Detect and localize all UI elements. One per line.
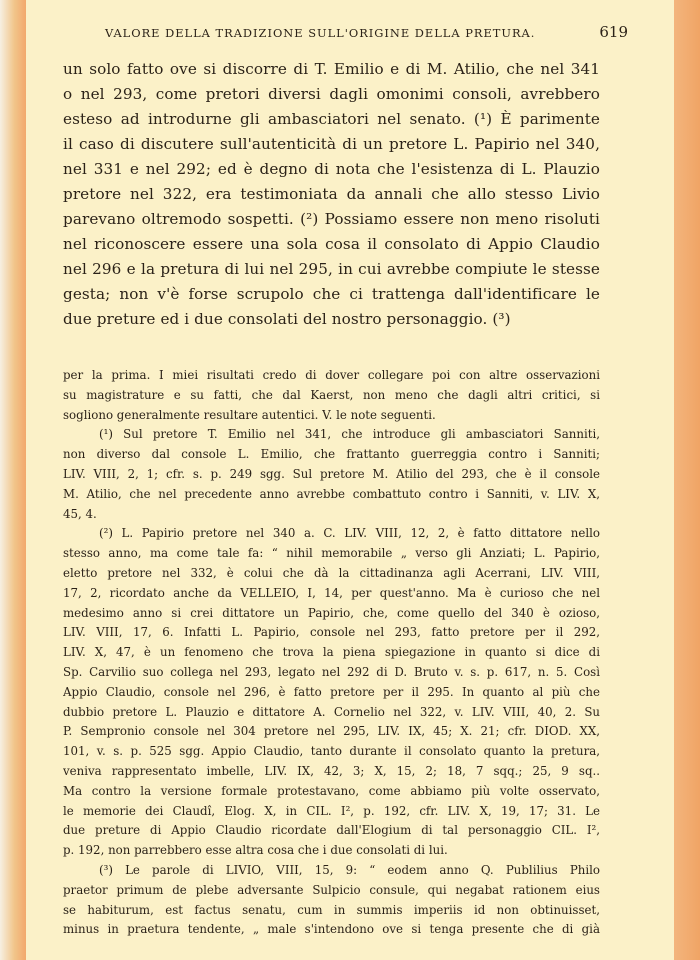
footnote-line: medesimo anno si crei dittatore un Papirio, che, come quello del 340 è ozioso, bbox=[63, 605, 600, 620]
body-line: esteso ad introdurne gli ambasciatori nel senato. (¹) È parimente bbox=[63, 110, 600, 128]
body-line: il caso di discutere sull'autenticità di un pretore L. Papirio nel 340, bbox=[63, 135, 600, 153]
body-line: nel 331 e nel 292; ed è degno di nota che l'esistenza di L. Plauzio bbox=[63, 160, 600, 178]
footnote-line: Sp. Carvilio suo collega nel 293, legato nel 292 di D. Bruto v. s. p. 617, n. 5. Così bbox=[63, 664, 600, 679]
body-line: gesta; non v'è forse scrupolo che ci trattenga dall'identificare le bbox=[63, 285, 600, 303]
footnote-line: praetor primum de plebe adversante Sulpicio consule, qui negabat rationem eius bbox=[63, 882, 600, 897]
footnote-line: se habiturum, est factus senatu, cum in summis imperiis id non obtinuisset, bbox=[63, 902, 600, 917]
footnote-line: su magistrature e su fatti, che dal Kaerst, non meno che dagli altri critici, si bbox=[63, 387, 600, 402]
footnote-line: dubbio pretore L. Plauzio e dittatore A. Cornelio nel 322, v. LIV. VIII, 40, 2. Su bbox=[63, 704, 600, 719]
page-left-edge bbox=[0, 0, 26, 960]
body-line: nel 296 e la pretura di lui nel 295, in cui avrebbe compiute le stesse bbox=[63, 260, 600, 278]
footnote-line: p. 192, non parrebbero esse altra cosa che i due consolati di lui. bbox=[63, 843, 448, 858]
footnote-line: M. Atilio, che nel precedente anno avrebbe combattuto contro i Sanniti, v. LIV. X, bbox=[63, 486, 600, 501]
body-line: parevano oltremodo sospetti. (²) Possiamo essere non meno risoluti bbox=[63, 210, 600, 228]
footnotes bbox=[63, 366, 600, 940]
body-line: pretore nel 322, era testimoniata da annali che allo stesso Livio bbox=[63, 185, 600, 203]
body-line: un solo fatto ove si discorre di T. Emilio e di M. Atilio, che nel 341 bbox=[63, 60, 600, 78]
footnote-line: LIV. VIII, 2, 1; cfr. s. p. 249 sgg. Sul pretore M. Atilio del 293, che è il console bbox=[63, 466, 600, 481]
main-text bbox=[63, 57, 600, 332]
footnote-line: LIV. VIII, 17, 6. Infatti L. Papirio, console nel 293, fatto pretore per il 292, bbox=[63, 625, 600, 640]
body-line: due preture ed i due consolati del nostro personaggio. (³) bbox=[63, 310, 511, 328]
footnote-line: (¹) Sul pretore T. Emilio nel 341, che introduce gli ambasciatori Sanniti, bbox=[99, 427, 600, 442]
footnote-line: Ma contro la versione formale protestavano, come abbiamo più volte osservato, bbox=[63, 783, 600, 798]
footnote-line: 101, v. s. p. 525 sgg. Appio Claudio, tanto durante il consolato quanto la pretura, bbox=[63, 744, 600, 759]
running-header bbox=[60, 18, 628, 48]
footnote-line: P. Sempronio console nel 304 pretore nel 295, LIV. IX, 45; X. 21; cfr. DIOD. XX, bbox=[63, 724, 600, 739]
footnote-line: eletto pretore nel 332, è colui che dà la cittadinanza agli Acerrani, LIV. VIII, bbox=[63, 565, 600, 580]
footnote-line: stesso anno, ma come tale fa: “ nihil memorabile „ verso gli Anziati; L. Papirio, bbox=[63, 546, 600, 561]
footnote-line: 45, 4. bbox=[63, 506, 97, 521]
footnote-line: Appio Claudio, console nel 296, è fatto pretore per il 295. In quanto al più che bbox=[63, 684, 600, 699]
running-title: VALORE DELLA TRADIZIONE SULL'ORIGINE DELLA PRETURA. bbox=[105, 26, 536, 40]
footnote-line: le memorie dei Claudî, Elog. X, in CIL. I², p. 192, cfr. LIV. X, 19, 17; 31. Le bbox=[63, 803, 600, 818]
footnote-line: minus in praetura tendente, „ male s'intendono ove si tenga presente che di già bbox=[63, 922, 600, 937]
footnote-line: non diverso dal console L. Emilio, che frattanto guerreggia contro i Sanniti; bbox=[63, 447, 600, 462]
footnote-line: (²) L. Papirio pretore nel 340 a. C. LIV. VIII, 12, 2, è fatto dittatore nello bbox=[99, 526, 600, 541]
body-line: o nel 293, come pretori diversi dagli omonimi consoli, avrebbero bbox=[63, 85, 600, 103]
footnote-line: veniva rappresentato imbelle, LIV. IX, 42, 3; X, 15, 2; 18, 7 sqq.; 25, 9 sq.. bbox=[63, 763, 600, 778]
footnote-line: 17, 2, ricordato anche da VELLEIO, I, 14, per quest'anno. Ma è curioso che nel bbox=[63, 585, 600, 600]
footnote-line: LIV. X, 47, è un fenomeno che trova la piena spiegazione in quanto si dice di bbox=[63, 645, 600, 660]
footnote-line: (³) Le parole di LIVIO, VIII, 15, 9: “ eodem anno Q. Publilius Philo bbox=[99, 862, 600, 877]
footnote-line: per la prima. I miei risultati credo di dover collegare poi con altre osservazioni bbox=[63, 368, 600, 382]
footnote-line: sogliono generalmente resultare autentici. V. le note seguenti. bbox=[63, 407, 436, 422]
footnote-line: due preture di Appio Claudio ricordate dall'Elogium di tal personaggio CIL. I², bbox=[63, 823, 600, 838]
page-right-edge bbox=[674, 0, 700, 960]
body-line: nel riconoscere essere una sola cosa il consolato di Appio Claudio bbox=[63, 235, 600, 253]
page-number: 619 bbox=[599, 23, 628, 41]
